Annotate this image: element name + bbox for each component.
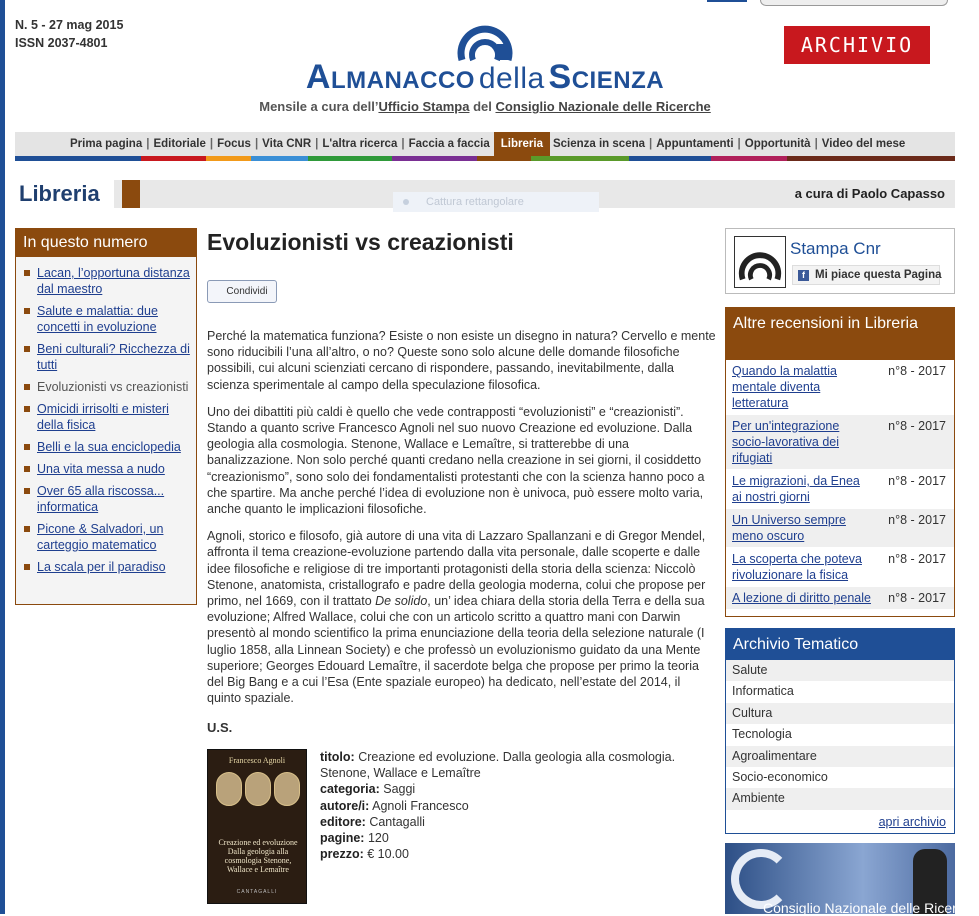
review-issue: n°8 - 2017 [888,474,946,488]
review-link[interactable]: La scoperta che poteva rivoluzionare la fisica [732,552,862,582]
review-issue: n°8 - 2017 [888,552,946,566]
nav-separator: | [209,138,214,150]
archive-heading: Archivio Tematico [726,629,954,660]
review-issue: n°8 - 2017 [888,419,946,433]
in-this-issue-heading: In questo numero [16,229,196,257]
nav-color-segment [15,156,141,161]
review-row [726,587,954,610]
nav-item-faccia-a-faccia[interactable]: Faccia a faccia [408,138,490,150]
sidebar-article-link[interactable] [24,379,190,395]
bullet-icon [24,526,30,532]
article-text: , un’ idea chiara della storia della Terra e della sua evoluzione; Alfred Wallace, colui che con un articolo scritto a quattro mani con Darwin presentò al mondo scientifico la prima enunciazione della teoria della selezione naturale (I luglio 1858, alla Linnean Society) e che professò un evoluzionismo guidato da una Mente superiore; Georges Edouard Lemaître, il sacerdote belga che propose per primo la teoria del Big Bang e a cui l’Esa (Ente spaziale europeo) ha dedicato, nell’estate del 2014, il quinto spaziale. [207,594,705,706]
bullet-icon [24,488,30,494]
label: categoria: [320,782,380,797]
other-reviews-heading: Altre recensioni in Libreria [726,308,954,360]
nav-item-scienza-in-scena[interactable]: Scienza in scena [552,138,646,150]
review-link[interactable]: Le migrazioni, da Enea ai nostri giorni [732,474,860,504]
review-row [726,415,954,470]
sidebar-article-label: Salute e malattia: due concetti in evoluzione [37,304,158,334]
nav-color-segment [711,156,787,161]
nav-item-focus[interactable]: Focus [217,138,251,150]
issn: ISSN 2037-4801 [15,36,108,50]
nav-separator: | [146,138,150,150]
book-title-row [320,749,710,781]
review-row [726,360,954,415]
archive-topic[interactable]: Socio-economico [732,770,828,785]
left-accent-bar [0,0,5,914]
sidebar-article-label: Evoluzionisti vs creazionisti [37,380,189,394]
label: prezzo: [320,847,364,862]
review-link[interactable]: Quando la malattia mentale diventa letteratura [732,364,837,410]
portrait-icon [245,772,271,806]
nav-color-segment [629,156,711,161]
subtitle-pre: Mensile a cura dell’ [259,99,379,114]
review-row [726,470,954,509]
main-nav-items [70,132,905,156]
cnr-banner[interactable] [725,843,979,916]
book-pages-row [320,830,710,846]
sidebar-article-label: Over 65 alla riscossa... informatica [37,484,165,514]
sidebar-article-label: Beni culturali? Ricchezza di tutti [37,342,190,372]
sidebar-article-label: Omicidi irrisolti e misteri della fisica [37,402,169,432]
issue-info [15,16,123,52]
top-search-box[interactable] [760,0,948,6]
stampa-cnr-box [725,228,955,294]
archive-topic[interactable]: Salute [726,660,954,681]
other-reviews-list [726,360,954,610]
review-issue: n°8 - 2017 [888,591,946,605]
review-issue: n°8 - 2017 [888,364,946,378]
label: titolo: [320,750,355,764]
site-title[interactable] [230,58,740,97]
section-square [122,180,140,208]
nav-color-segment [206,156,252,161]
subtitle-mid: del [469,99,496,114]
article-paragraph [207,528,717,706]
value: € 10.00 [367,847,409,862]
like-label: Mi piace questa Pagina [815,269,942,281]
book-details [320,749,710,862]
article-italic-title: De solido [375,594,428,609]
site-title-almanacco: Almanacco [305,58,475,96]
archive-box [725,628,955,834]
in-this-issue-list [16,257,196,575]
bullet-icon [24,564,30,570]
nav-color-segment [477,156,530,161]
main-nav [15,132,955,156]
article-body [207,328,717,717]
bullet-icon [24,346,30,352]
value: Cantagalli [369,814,425,829]
value: Agnoli Francesco [372,798,469,813]
site-title-scienza: Scienza [548,58,665,96]
bullet-icon [24,384,30,390]
archivio-button[interactable]: ARCHIVIO [784,26,930,64]
cnr-logo-icon[interactable] [456,14,514,64]
section-title: Libreria [15,180,114,208]
label: pagine: [320,831,365,846]
section-curator: a cura di Paolo Capasso [794,186,945,201]
review-row [726,509,954,548]
archive-topic[interactable]: Cultura [726,703,954,724]
article-paragraph: Uno dei dibattiti più caldi è quello che vede contrapposti “evoluzionisti” e “creazionisti”. Stando a quanto scrive Francesco Agnoli nel suo nuovo Creazione ed evoluzione. Dalla geologia alla cosmologia. Stenone, Wallace e Lemaître, si tratterebbe di una banalizzazione. Non solo perché quanti credano nella creazione in sei giorni, il cosiddetto “creazionismo”, sono solo dei fondamentalisti protestanti che con la scienza hanno poco a che spartire. Ma anche perché l’idea di evoluzione non è univoca, può essere molto varia, anche quanto le implicazioni filosofiche. [207,404,705,517]
article [207,228,717,895]
in-this-issue-box [15,228,197,605]
ufficio-stampa-link[interactable]: Ufficio Stampa [378,99,470,114]
nav-separator: | [401,138,405,150]
article-paragraph: Perché la matematica funziona? Esiste o non esiste un disegno in natura? Cervello e mente sono riducibili l’una all’altro, o no? Queste sono solo alcune delle domande filosofiche possibili, cui alcuni scienziati cercano di rispondere, passando, inevitabilmente, dalla scienza sperimentale al campo della speculazione filosofica. [207,329,716,392]
archive-list [726,660,954,810]
article-title: Evoluzionisti vs creazionisti [207,229,514,255]
nav-item-vita-cnr[interactable]: Vita CNR [262,138,312,150]
sidebar-article-link[interactable] [24,341,190,373]
nav-item-libreria[interactable]: Libreria [494,132,550,156]
sidebar-article-link[interactable] [24,265,190,297]
cnr-logo-icon[interactable] [734,236,786,288]
review-row [726,548,954,587]
sidebar-article-label: La scala per il paradiso [37,560,166,574]
sidebar-article-label: Una vita messa a nudo [37,462,165,476]
sidebar-article-link[interactable] [24,461,190,477]
book-cover-author: Francesco Agnoli [228,756,286,765]
archive-topic[interactable]: Tecnologia [732,727,792,742]
review-issue: n°8 - 2017 [888,513,946,527]
sidebar-article-link[interactable] [24,483,190,515]
nav-color-segment [392,156,477,161]
site-title-della: della [478,62,545,95]
top-link-underline [707,0,747,2]
nav-color-strip [15,156,955,161]
review-link[interactable]: Per un'integrazione socio-lavorativa dei rifugiati [732,419,840,465]
book-price-row [320,846,710,862]
article-text: Agnoli, storico e filosofo, già autore di una vita di Lazzaro Spallanzani e di Gregor Mendel, affronta il tema creazione-evoluzione partendo dalla vita personale, dalle scoperte e dalle idee filosofiche e religiose di tre importanti protagonisti della storia della scienza: Niccolò Stenone, anatomista, cristallografo e padre della geologia moderna, colui che propose per primo, nel 1669, con il trattato [207,529,706,609]
value: 120 [367,831,389,846]
sidebar-article-link[interactable] [24,303,190,335]
nav-item-editoriale[interactable]: Editoriale [153,138,206,150]
nav-color-segment [787,156,955,161]
portrait-icon [274,772,300,806]
book-cover-title: Creazione ed evoluzione Dalla geologia alla cosmologia Stenone, Wallace e Lemaître [218,838,298,874]
nav-item-opportunit-[interactable]: Opportunità [744,138,811,150]
nav-separator: | [649,138,653,150]
stampa-cnr-name[interactable]: Stampa Cnr [790,239,881,258]
nav-separator: | [814,138,818,150]
sidebar-article-label: Picone & Salvadori, un carteggio matematico [37,522,164,552]
book-publisher-row [320,814,710,830]
value: Creazione ed evoluzione. Dalla geologia alla cosmologia. Stenone, Wallace e Lemaître [320,750,676,781]
share-button[interactable]: Condividi [207,280,277,303]
book-category-row [320,781,710,797]
value: Saggi [383,782,416,797]
cnr-link[interactable]: Consiglio Nazionale delle Ricerche [495,99,711,114]
book-author-row [320,798,710,814]
nav-item-video-del-mese[interactable]: Video del mese [821,138,906,150]
sidebar-article-link[interactable] [24,559,190,575]
sidebar-article-label: Lacan, l’opportuna distanza dal maestro [37,266,190,296]
sidebar-article-link[interactable] [24,401,190,433]
review-link[interactable]: Un Universo sempre meno oscuro [732,513,846,543]
archive-topic[interactable]: Agroalimentare [726,746,954,767]
book-cover-publisher: CANTAGALLI [236,889,278,895]
capture-overlay-text: Cattura rettangolare [426,196,524,208]
cnr-banner-text: Consiglio Nazionale delle Ricerche [763,900,979,916]
review-link[interactable]: A lezione di diritto penale [732,591,871,605]
nav-separator: | [315,138,319,150]
bullet-icon [24,466,30,472]
portrait-icon [216,772,242,806]
nav-item-prima-pagina[interactable]: Prima pagina [70,138,143,150]
label: autore/i: [320,798,370,813]
issue-number: N. 5 - 27 mag 2015 [15,18,124,32]
other-reviews-box [725,307,955,617]
book-cover[interactable] [207,749,307,904]
bullet-icon [24,308,30,314]
site-subtitle [230,99,740,114]
open-archive-link[interactable]: apri archivio [878,815,946,829]
sidebar-article-link[interactable] [24,521,190,553]
bullet-icon [24,270,30,276]
nav-color-segment [308,156,392,161]
facebook-like-button[interactable] [792,265,940,285]
bullet-icon [24,444,30,450]
bullet-icon [24,406,30,412]
nav-separator: | [737,138,741,150]
capture-overlay [393,192,599,212]
nav-item-l-altra-ricerca[interactable]: L'altra ricerca [322,138,398,150]
sidebar-article-label: Belli e la sua enciclopedia [37,440,181,454]
article-signature: U.S. [207,720,233,735]
archive-topic[interactable]: Ambiente [726,788,954,809]
capture-dot-icon [403,199,409,205]
label: editore: [320,814,366,829]
nav-color-segment [251,156,308,161]
archive-topic[interactable]: Informatica [732,684,794,699]
nav-color-segment [531,156,630,161]
nav-color-segment [141,156,206,161]
sidebar-article-link[interactable] [24,439,190,455]
nav-separator: | [254,138,259,150]
nav-item-appuntamenti[interactable]: Appuntamenti [656,138,734,150]
facebook-icon: f [798,270,809,281]
